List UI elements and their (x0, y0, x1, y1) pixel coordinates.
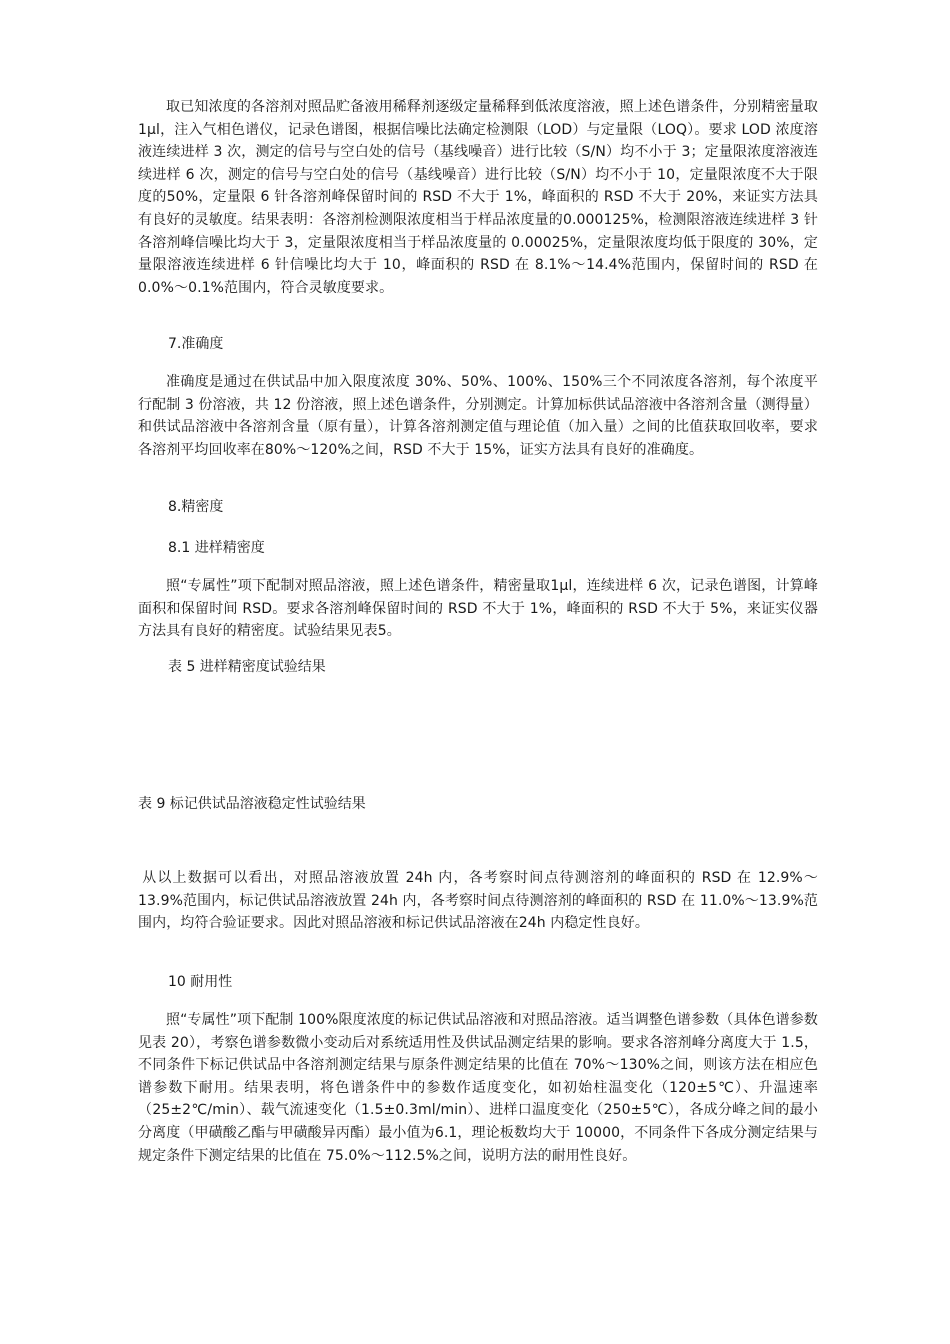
paragraph-accuracy: 准确度是通过在供试品中加入限度浓度 30%、50%、100%、150%三个不同浓度各溶剂，每个浓度平行配制 3 份溶液，共 12 份溶液，照上述色谱条件，分别测定。计算加标供试品溶液中各溶剂含量（测得量）和供试品溶液中各溶剂含量（原有量），计算各溶剂测定值与理论值（加入量）之间的比值获取回收率，要求各溶剂平均回收率在80%～120%之间，RSD 不大于 15%，证实方法具有良好的准确度。 (138, 374, 818, 458)
paragraph-stability: 从以上数据可以看出，对照品溶液放置 24h 内，各考察时间点待测溶剂的峰面积的 RSD 在 12.9%～13.9%范围内，标记供试品溶液放置 24h 内，各考察时间点待测溶剂的峰面积的 RSD 在 11.0%～13.9%范围内，均符合验证要求。因此对照品溶液和标记供试品溶液在24h 内稳定性良好。 (138, 870, 818, 932)
heading-accuracy: 7.准确度 (168, 336, 224, 352)
heading-precision: 8.精密度 (168, 499, 224, 515)
table5-caption: 表 5 进样精密度试验结果 (168, 659, 326, 675)
paragraph-robustness: 照“专属性”项下配制 100%限度浓度的标记供试品溶液和对照品溶液。适当调整色谱参数（具体色谱参数见表 20），考察色谱参数微小变动后对系统适用性及供试品测定结果的影响。要求各溶剂峰分离度大于 1.5，不同条件下标记供试品中各溶剂测定结果与原条件测定结果的比值在 70%～130%之间，则该方法在相应色谱参数下耐用。结果表明，将色谱条件中的参数作适度变化，如初始柱温变化（120±5℃）、升温速率（25±2℃/min）、载气流速变化（1.5±0.3ml/min）、进样口温度变化（250±5℃），各成分峰之间的最小分离度（甲磺酸乙酯与甲磺酸异丙酯）最小值为6.1，理论板数均大于 10000，不同条件下各成分测定结果与规定条件下测定结果的比值在 75.0%～112.5%之间，说明方法的耐用性良好。 (138, 1012, 818, 1164)
heading-injection-precision: 8.1 进样精密度 (168, 540, 265, 556)
paragraph-injection-precision: 照“专属性”项下配制对照品溶液，照上述色谱条件，精密量取1μl，连续进样 6 次，记录色谱图，计算峰面积和保留时间 RSD。要求各溶剂峰保留时间的 RSD 不大于 1%，峰面积的 RSD 不大于 5%，来证实仪器方法具有良好的精密度。试验结果见表5。 (138, 578, 818, 640)
table9-caption: 表 9 标记供试品溶液稳定性试验结果 (138, 796, 366, 812)
paragraph-lod-loq: 取已知浓度的各溶剂对照品贮备液用稀释剂逐级定量稀释到低浓度溶液，照上述色谱条件，分别精密量取1μl，注入气相色谱仪，记录色谱图，根据信噪比法确定检测限（LOD）与定量限（LOQ）。要求 LOD 浓度溶液连续进样 3 次，测定的信号与空白处的信号（基线噪音）进行比较（S/N）均不小于 3；定量限浓度溶液连续进样 6 次，测定的信号与空白处的信号（基线噪音）进行比较（S/N）均不小于 10，定量限浓度不大于限度的50%，定量限 6 针各溶剂峰保留时间的 RSD 不大于 1%，峰面积的 RSD 不大于 20%，来证实方法具有良好的灵敏度。结果表明：各溶剂检测限浓度相当于样品浓度量的0.000125%，检测限溶液连续进样 3 针各溶剂峰信噪比均大于 3，定量限浓度相当于样品浓度量的 0.00025%，定量限浓度均低于限度的 30%，定量限溶液连续进样 6 针信噪比均大于 10，峰面积的 RSD 在 8.1%～14.4%范围内，保留时间的 RSD 在 0.0%～0.1%范围内，符合灵敏度要求。 (138, 99, 818, 296)
heading-robustness: 10 耐用性 (168, 974, 233, 990)
